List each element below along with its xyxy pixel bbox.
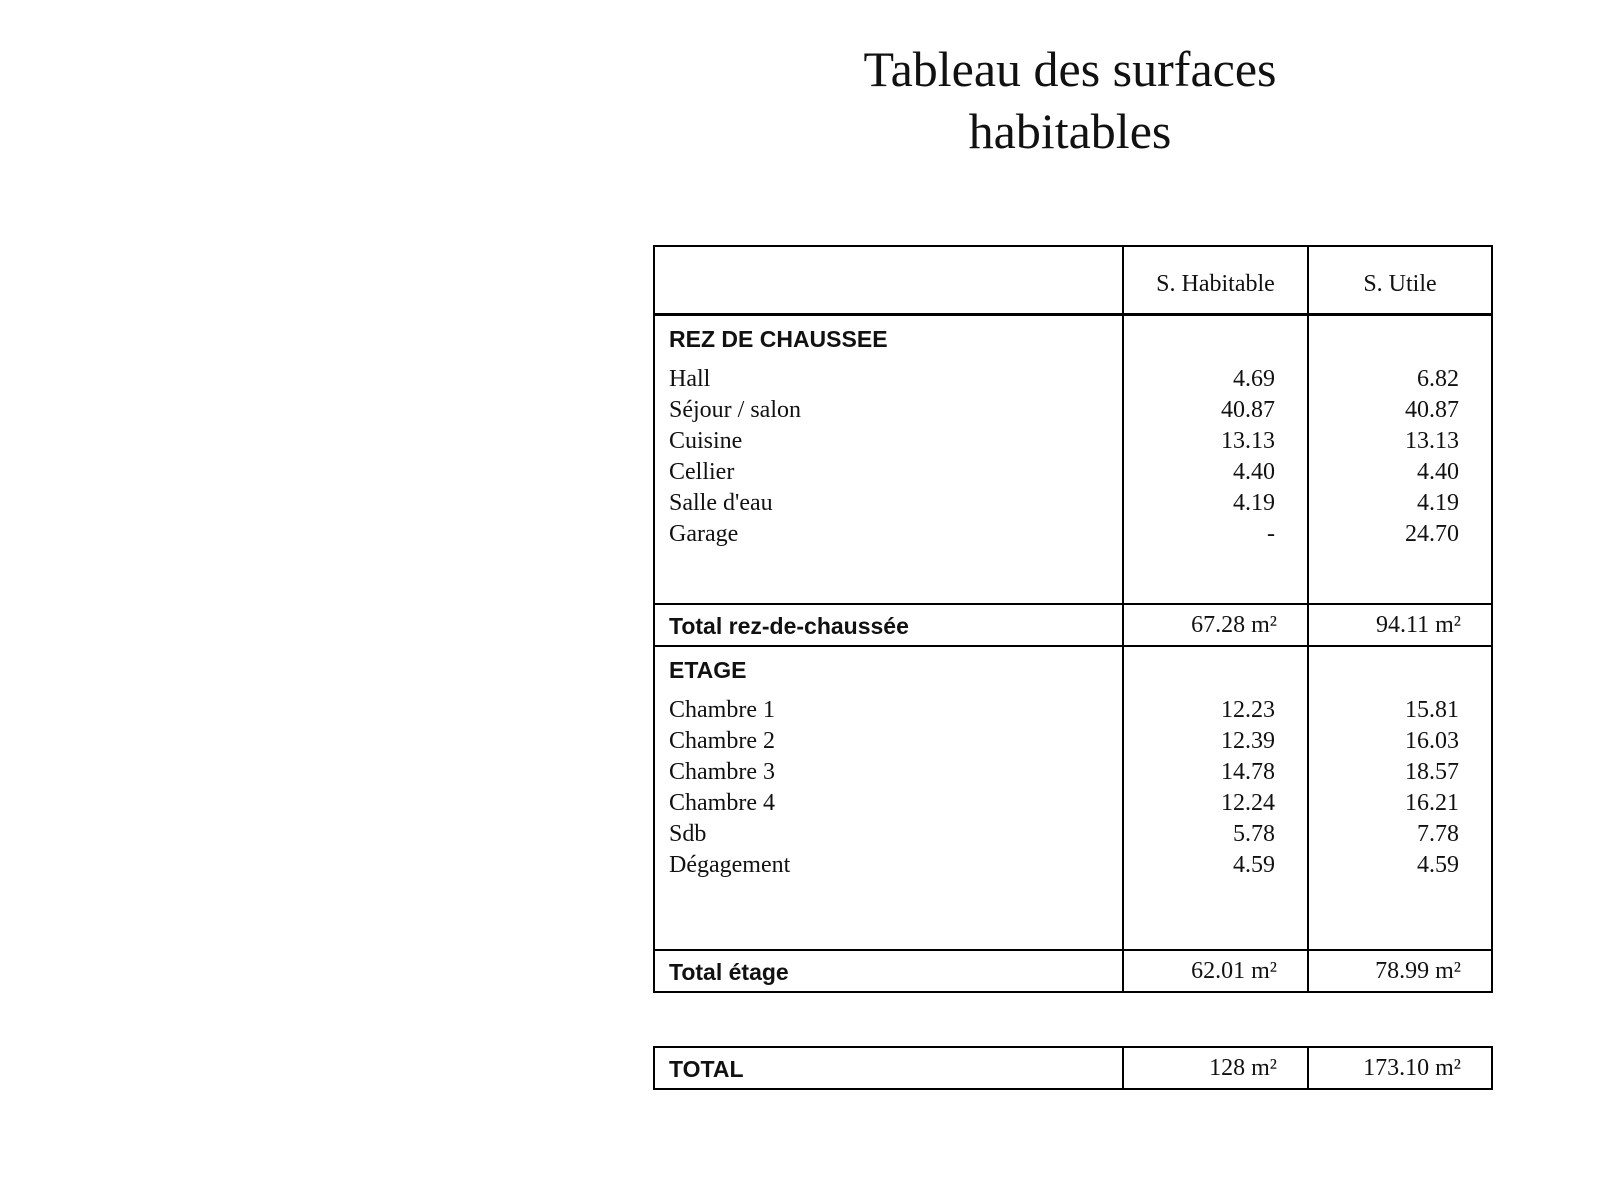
grand-total-row — [655, 1048, 1491, 1088]
total-utile: 94.11 m² — [1376, 612, 1461, 638]
room-name: Séjour / salon — [669, 397, 801, 423]
total-label: Total rez-de-chaussée — [655, 605, 1124, 645]
utile-value: 15.81 — [1405, 697, 1459, 723]
habitable-value: 4.19 — [1233, 490, 1275, 516]
header-habitable: S. Habitable — [1124, 247, 1309, 313]
table-header — [655, 247, 1491, 316]
room-name: Garage — [669, 521, 739, 547]
habitable-value: 12.23 — [1221, 697, 1275, 723]
room-name: Chambre 4 — [669, 790, 775, 816]
habitable-value: 4.69 — [1233, 366, 1275, 392]
habitable-value: - — [1267, 521, 1275, 547]
habitable-value: 12.39 — [1221, 728, 1275, 754]
room-name: Cuisine — [669, 428, 743, 454]
title-line-2: habitables — [968, 103, 1172, 159]
habitable-value: 4.40 — [1233, 459, 1275, 485]
habitable-value: 14.78 — [1221, 759, 1275, 785]
room-name: Dégagement — [669, 852, 791, 878]
room-name: Salle d'eau — [669, 490, 773, 516]
grand-total-utile: 173.10 m² — [1363, 1055, 1461, 1081]
grand-total-table — [653, 1046, 1493, 1090]
section-etage — [655, 647, 1491, 951]
total-rez-de-chaussee — [655, 605, 1491, 647]
utile-value: 24.70 — [1405, 521, 1459, 547]
habitable-value: 13.13 — [1221, 428, 1275, 454]
total-habitable: 67.28 m² — [1124, 605, 1309, 645]
utile-value: 16.03 — [1405, 728, 1459, 754]
header-utile: S. Utile — [1363, 271, 1437, 297]
page-title — [780, 38, 1360, 162]
utile-value: 4.19 — [1417, 490, 1459, 516]
title-line-1: Tableau des surfaces — [863, 41, 1277, 97]
total-habitable: 62.01 m² — [1124, 951, 1309, 991]
habitable-value: 4.59 — [1233, 852, 1275, 878]
section-title: REZ DE CHAUSSEE — [669, 326, 888, 352]
grand-total-habitable: 128 m² — [1124, 1048, 1309, 1088]
room-name: Chambre 3 — [669, 759, 775, 785]
room-name: Sdb — [669, 821, 707, 847]
habitable-value: 12.24 — [1221, 790, 1275, 816]
room-name: Cellier — [669, 459, 735, 485]
section-title: ETAGE — [669, 657, 747, 683]
total-etage — [655, 951, 1491, 991]
utile-value: 4.59 — [1417, 852, 1459, 878]
surfaces-table — [653, 245, 1493, 993]
room-name: Hall — [669, 366, 711, 392]
habitable-value: 40.87 — [1221, 397, 1275, 423]
utile-value: 7.78 — [1417, 821, 1459, 847]
header-empty-cell — [655, 247, 1124, 313]
section-rez-de-chaussee — [655, 316, 1491, 605]
utile-value: 13.13 — [1405, 428, 1459, 454]
room-name: Chambre 2 — [669, 728, 775, 754]
utile-value: 40.87 — [1405, 397, 1459, 423]
habitable-value: 5.78 — [1233, 821, 1275, 847]
utile-value: 6.82 — [1417, 366, 1459, 392]
utile-value: 18.57 — [1405, 759, 1459, 785]
room-name: Chambre 1 — [669, 697, 775, 723]
total-label: Total étage — [655, 951, 1124, 991]
grand-total-label: TOTAL — [655, 1048, 1124, 1088]
total-utile: 78.99 m² — [1375, 958, 1461, 984]
utile-value: 16.21 — [1405, 790, 1459, 816]
utile-value: 4.40 — [1417, 459, 1459, 485]
